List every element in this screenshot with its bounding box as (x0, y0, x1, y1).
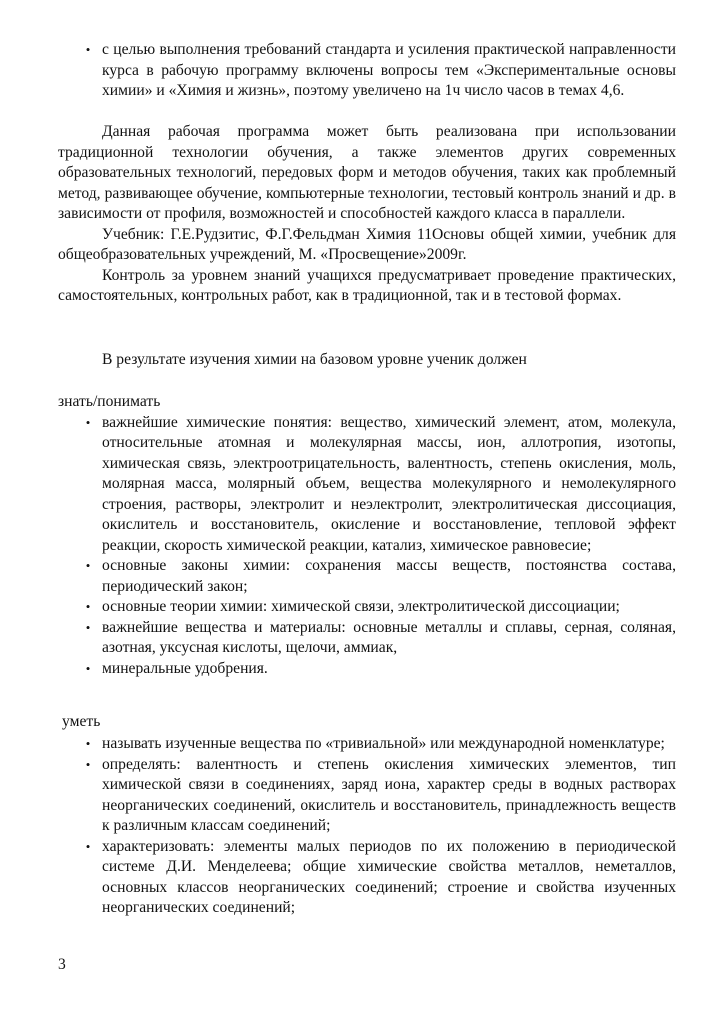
know-item-text: важнейшие химические понятия: вещество, химический элемент, атом, молекула, относительные атомная и молекулярная массы, ион, аллотропия, изотопы, химическая связь, электроотрицательность, валентность, степень окисления, моль, молярная масса, молярный объем, вещества молекулярного и немолекулярного строения, растворы, электролит и неэлектролит, электролитическая диссоциация, окислитель и восстановитель, окисление и восстановление, тепловой эффект реакции, скорость химической реакции, катализ, химическое равновесие; (102, 413, 676, 554)
know-item-text: основные теории химии: химической связи, электролитической диссоциации; (102, 598, 620, 615)
bullet-icon: • (85, 558, 91, 573)
body-section (58, 122, 676, 307)
know-item-text: основные законы химии: сохранения массы веществ, постоянства состава, периодический закон; (102, 557, 676, 595)
can-item-text: определять: валентность и степень окисления химических элементов, тип химической связи в соединениях, заряд иона, характер среды в водных растворах неорганических соединений, окислитель и восстановитель, принадлежность веществ к различным классам соединений; (102, 755, 676, 834)
paragraph-control: Контроль за уровнем знаний учащихся предусматривает проведение практических, самостоятельных, контрольных работ, как в традиционной, так и в тестовой формах. (58, 266, 676, 304)
can-heading: уметь (62, 713, 101, 730)
result-intro-section (58, 350, 676, 371)
page-number: 3 (58, 956, 66, 973)
bullet-icon: • (85, 660, 91, 676)
can-list-section (58, 734, 676, 919)
list-item (58, 734, 676, 755)
intro-list (58, 40, 676, 102)
list-item (58, 413, 676, 557)
list-item (58, 556, 676, 597)
intro-section (58, 40, 676, 102)
list-item (58, 837, 676, 919)
bullet-icon: • (85, 736, 91, 751)
list-item (58, 755, 676, 837)
result-intro: В результате изучения химии на базовом уровне ученик должен (102, 351, 527, 368)
intro-bullet-text: с целью выполнения требований стандарта и усиления практической направленности курса в рабочую программу включены вопросы тем «Экспериментальные основы химии» и «Химия и жизнь», поэтому увеличено на 1ч число часов в темах 4,6. (102, 41, 676, 99)
list-item (58, 597, 676, 618)
bullet-icon: • (85, 414, 91, 430)
know-item-text: важнейшие вещества и материалы: основные металлы и сплавы, серная, соляная, азотная, уксусная кислоты, щелочи, аммиак, (102, 618, 676, 656)
know-list (58, 413, 676, 680)
can-section (62, 712, 680, 733)
bullet-icon: • (85, 42, 91, 57)
paragraph-methods: Данная рабочая программа может быть реализована при использовании традиционной технологии обучения, а также элементов других современных образовательных технологий, передовых форм и методов обучения, таких как проблемный метод, развивающее обучение, компьютерные технологии, тестовый контроль знаний и др. в зависимости от профиля, возможностей и способностей каждого класса в параллели. (58, 123, 676, 222)
can-item-text: характеризовать: элементы малых периодов по их положению в периодической системе Д.И. Менделеева; общие химические свойства металлов, неметаллов, основных классов неорганических соединений; строение и свойства изученных неорганических соединений; (102, 837, 676, 916)
know-heading: знать/понимать (58, 393, 161, 410)
can-item-text: называть изученные вещества по «тривиальной» или международной номенклатуре; (102, 735, 665, 752)
know-item-text: минеральные удобрения. (102, 659, 268, 677)
can-list (58, 734, 676, 919)
list-item (58, 659, 676, 680)
list-item (58, 618, 676, 659)
list-item (58, 40, 676, 102)
paragraph-textbook: Учебник: Г.Е.Рудзитис, Ф.Г.Фельдман Химия 11Основы общей химии, учебник для общеобразовательных учреждений, М. «Просвещение»2009г. (58, 225, 676, 263)
bullet-icon: • (85, 619, 91, 635)
bullet-icon: • (85, 838, 91, 854)
know-section (58, 392, 676, 679)
bullet-icon: • (85, 599, 91, 614)
bullet-icon: • (85, 756, 91, 772)
